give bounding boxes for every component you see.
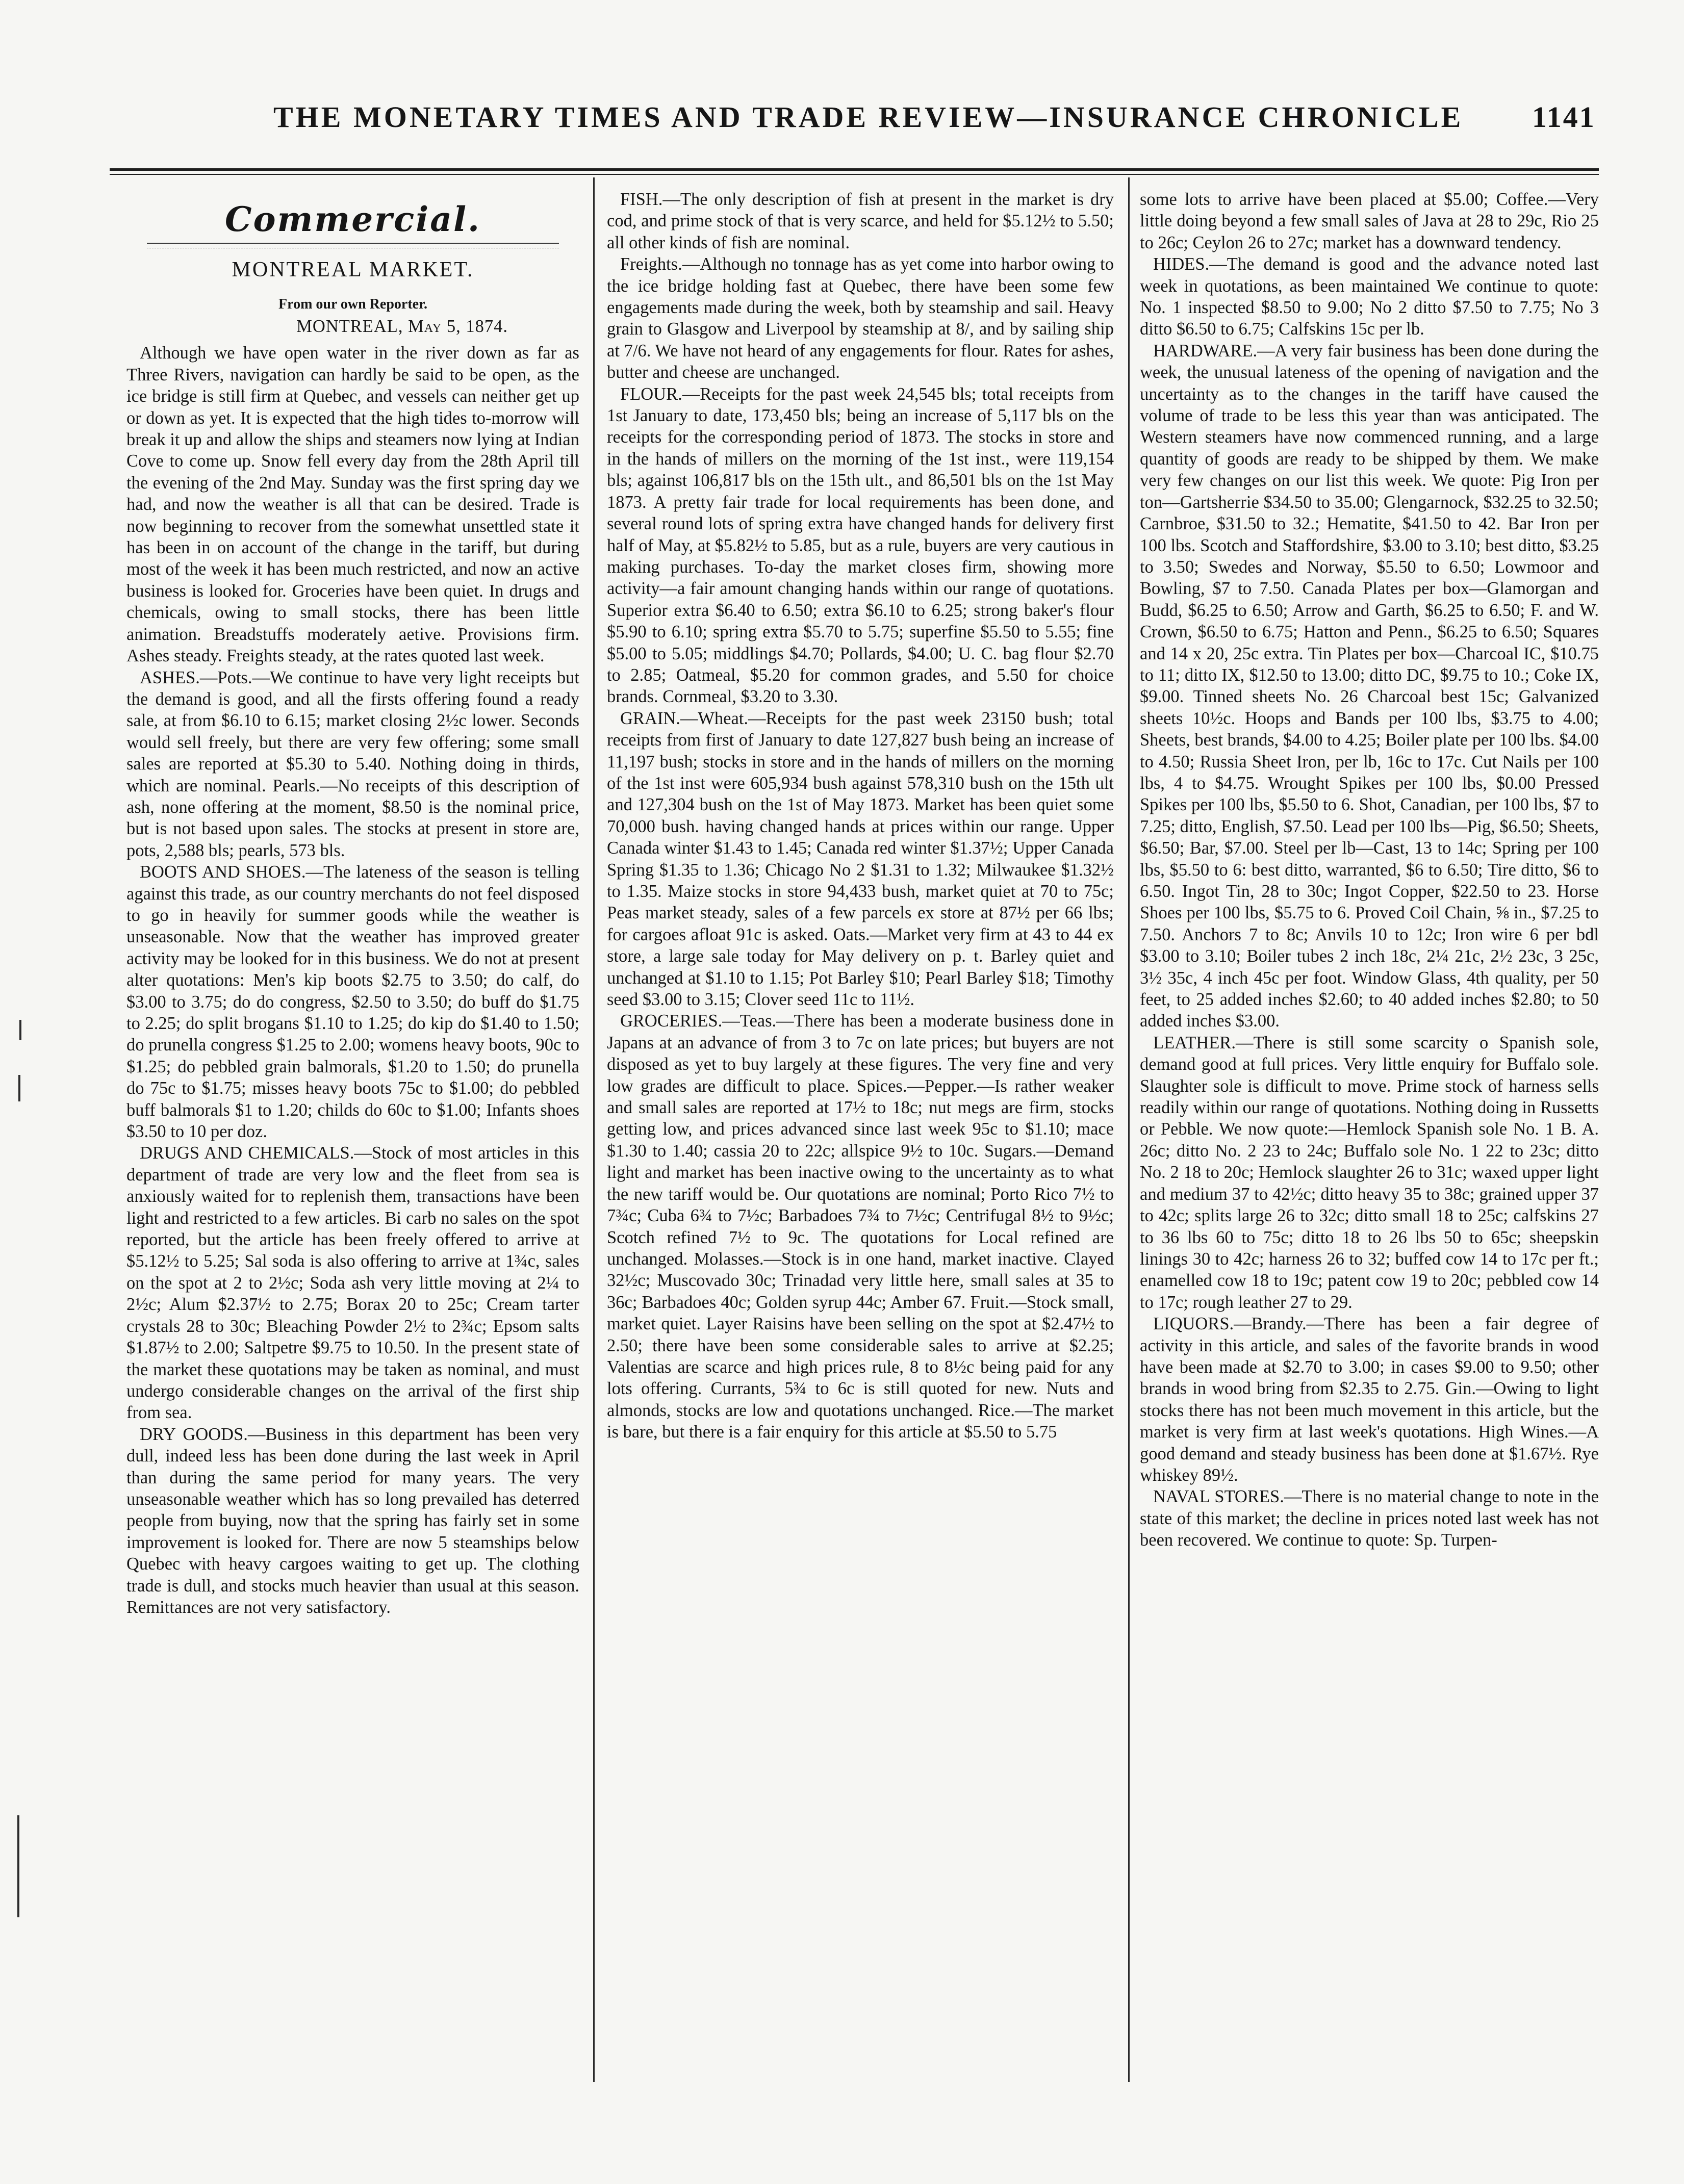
- ornamental-rule: [147, 243, 559, 248]
- header-rule-thin: [110, 174, 1599, 175]
- running-title: THE MONETARY TIMES AND TRADE REVIEW—INSURANCE CHRONICLE: [273, 100, 1464, 134]
- drugs-and-chemicals-paragraph: DRUGS AND CHEMICALS.—Stock of most articles in this department of trade are very low and the fleet from sea is anxiously waited for to replenish them, transactions have been light and restricted to a few articles. Bi carb no sales on the spot reported, but the article has been freely offered to arrive at $5.12½ to 5.25; Sal soda is also offering to arrive at 1¾c, sales on the spot at 2 to 2½c; Soda ash very little moving at 2¼ to 2½c; Alum $2.37½ to 2.75; Borax 20 to 25c; Cream tarter crystals 28 to 30c; Bleaching Powder 2½ to 2¾c; Epsom salts $1.87½ to 2.00; Saltpetre $9.75 to 10.50. In the present state of the market these quotations may be taken as nominal, and must undergo considerable changes on the arrival of the first ship from sea.: [126, 1143, 579, 1423]
- leather-paragraph: LEATHER.—There is still some scarcity o Spanish sole, demand good at full prices. Very little enquiry for Buffalo sole. Slaughter sole is difficult to move. Prime stock of harness sells readily within our range of quotations. Nothing doing in Russetts or Pebble. We now quote:—Hemlock Spanish sole No. 1 B. A. 26c; ditto No. 2 23 to 24c; Buffalo sole No. 1 22 to 23c; ditto No. 2 18 to 20c; Hemlock slaughter 26 to 31c; waxed upper light and medium 37 to 42½c; ditto heavy 35 to 38c; grained upper 37 to 42c; splits large 26 to 32c; ditto small 18 to 25c; calfskins 27 to 36 lbs 60 to 75c; ditto 18 to 26 lbs 50 to 65c; sheepskin linings 30 to 42c; harness 26 to 32; buffed cow 14 to 17c per ft.; enamelled cow 18 to 19c; patent cow 19 to 20c; pebbled cow 14 to 17c; rough leather 27 to 29.: [1140, 1033, 1599, 1312]
- grain-paragraph: GRAIN.—Wheat.—Receipts for the past week 23150 bush; total receipts from first of January to date 127,827 bush being an increase of 11,197 bush; stocks in store and in the hands of millers on the morning of the 1st inst were 605,934 bush against 578,310 bush on the 15th ult and 127,304 bush on the 1st of May 1873. Market has been quiet some 70,000 bush. having changed hands at prices within our range. Upper Canada winter $1.43 to 1.45; Canada red winter $1.37½; Upper Canada Spring $1.35 to 1.36; Chicago No 2 $1.31 to 1.32; Milwaukee $1.32½ to 1.35. Maize stocks in store 94,433 bush, market quiet at 70 to 75c; Peas market steady, sales of a few parcels ex store at 87½ per 66 lbs; for cargoes afloat 91c is asked. Oats.—Market very firm at 43 to 44 ex store, a large sale today for May delivery on p. t. Barley quiet and unchanged at $1.10 to 1.15; Pot Barley $10; Pearl Barley $18; Timothy seed $3.00 to 3.15; Clover seed 11c to 11½.: [607, 708, 1114, 1010]
- fish-paragraph: FISH.—The only description of fish at present in the market is dry cod, and prime stock of that is very scarce, and held for $5.12½ to 5.50; all other kinds of fish are nominal.: [607, 190, 1114, 252]
- column-divider-right: [1128, 177, 1130, 2082]
- dry-goods-paragraph: DRY GOODS.—Business in this department has been very dull, indeed less has been done during the last week in April than during the same period for many years. The very unseasonable weather which has so long prevailed has deterred people from buying, now that the spring has fairly set in some improvement is looked for. There are now 5 steamships below Quebec with heavy cargoes waiting to get up. The clothing trade is dull, and stocks much heavier than usual at this season. Remittances are not very satisfactory.: [126, 1424, 579, 1617]
- dateline: MONTREAL, May 5, 1874.: [296, 317, 508, 336]
- byline: From our own Reporter.: [278, 296, 427, 312]
- margin-mark: [17, 1815, 19, 1917]
- column-middle: [607, 189, 1114, 2080]
- header-rule: [110, 168, 1599, 171]
- column-right: [1140, 189, 1599, 2080]
- flour-paragraph: FLOUR.—Receipts for the past week 24,545 bls; total receipts from 1st January to date, 173,450 bls; being an increase of 5,117 bls on the receipts for the corresponding period of 1873. The stocks in store and in the hands of millers on the morning of the 1st inst., were 119,154 bls; against 106,817 bls on the 15th ult., and 86,501 bls on the 1st May 1873. A pretty fair trade for local requirements has been done, and several round lots of spring extra have changed hands for delivery first half of May, at $5.82½ to 5.85, but as a rule, buyers are very cautious in making purchases. To-day the market closes firm, showing more activity—a fair amount changing hands within our range of quotations. Superior extra $6.40 to 6.50; extra $6.10 to 6.25; strong baker's flour $5.90 to 6.10; spring extra $5.70 to 5.75; superfine $5.50 to 5.55; fine $5.00 to 5.05; middlings $4.70; Pollards, $4.00; U. C. bag flour $2.70 to 2.85; Oatmeal, $5.20 for common grades, and 5.50 for choice brands. Cornmeal, $3.20 to 3.30.: [607, 384, 1114, 707]
- liquors-paragraph: LIQUORS.—Brandy.—There has been a fair degree of activity in this article, and sales of the favorite brands in wood have been made at $2.70 to 3.00; in cases $9.00 to 9.50; other brands in wood bring from $2.35 to 2.75. Gin.—Owing to light stocks there has not been much movement in this article, but the market is very firm at last week's quotations. High Wines.—A good demand and steady business has been done at $1.67½. Rye whiskey 89½.: [1140, 1314, 1599, 1485]
- column-left: [126, 189, 579, 2080]
- coffee-continuation-paragraph: some lots to arrive have been placed at $5.00; Coffee.—Very little doing beyond a few small sales of Java at 28 to 29c, Rio 25 to 26c; Ceylon 26 to 27c; market has a downward tendency.: [1140, 190, 1599, 252]
- section-heading: Commercial.: [224, 199, 481, 239]
- column-divider-left: [593, 177, 595, 2082]
- freights-paragraph: Freights.—Although no tonnage has as yet come into harbor owing to the ice bridge holding fast at Quebec, there have been some few engagements made during the week, both by steamship and sail. Heavy grain to Glasgow and Liverpool by steamship at 8/, and by sailing ship at 7/6. We have not heard of any engagements for flour. Rates for ashes, butter and cheese are unchanged.: [607, 254, 1114, 382]
- naval-stores-paragraph: NAVAL STORES.—There is no material change to note in the state of this market; the decline in prices noted last week has not been recovered. We continue to quote: Sp. Turpen-: [1140, 1487, 1599, 1550]
- market-title: MONTREAL MARKET.: [232, 258, 474, 281]
- margin-mark: [18, 1075, 20, 1101]
- intro-paragraph: Although we have open water in the river down as far as Three Rivers, navigation can hardly be said to be open, as the ice bridge is still firm at Quebec, and vessels can neither get up or down as yet. It is expected that the high tides to-morrow will break it up and allow the ships and steamers now lying at Indian Cove to come up. Snow fell every day from the 28th April till the evening of the 2nd May. Sunday was the first spring day we had, and now the weather is all that can be desired. Trade is now beginning to recover from the somewhat unsettled state it has been in on account of the change in the tariff, but during most of the week it has been much restricted, and now an active business is looked for. Groceries have been quiet. In drugs and chemicals, owing to small stocks, there has been little animation. Breadstuffs moderately aetive. Provisions firm. Ashes steady. Freights steady, at the rates quoted last week.: [126, 343, 579, 666]
- margin-mark: [19, 1020, 21, 1040]
- groceries-paragraph: GROCERIES.—Teas.—There has been a moderate business done in Japans at an advance of from 3 to 7c on late prices; but buyers are not disposed as yet to buy largely at these figures. The very fine and very low grades are difficult to place. Spices.—Pepper.—Is rather weaker and small sales are reported at 17½ to 18c; nut megs are firm, stocks getting low, and prices advanced since last week 95c to $1.10; mace $1.30 to 1.40; cassia 20 to 22c; allspice 9½ to 10c. Sugars.—Demand light and market has been inactive owing to the uncertainty as to what the new tariff would be. Our quotations are nominal; Porto Rico 7½ to 7¾c; Cuba 6¾ to 7½c; Barbadoes 7¾ to 7½c; Centrifugal 8½ to 9½c; Scotch refined 7½ to 9c. The quotations for Local refined are unchanged. Molasses.—Stock is in one hand, market inactive. Clayed 32½c; Muscovado 30c; Trinadad very little here, small sales at 35 to 36c; Barbadoes 40c; Golden syrup 44c; Amber 67. Fruit.—Stock small, market quiet. Layer Raisins have been selling on the spot at $2.47½ to 2.50; there have been some considerable sales to arrive at $2.25; Valentias are scarce and high prices rule, 8 to 8½c being paid for any lots offering. Currants, 5¾ to 6c is still quoted for new. Nuts and almonds, stocks are low and quotations unchanged. Rice.—The market is bare, but there is a fair enquiry for this article at $5.50 to 5.75: [607, 1011, 1114, 1442]
- hardware-paragraph: HARDWARE.—A very fair business has been done during the week, the unusual lateness of the opening of navigation and the uncertainty as to the changes in the tariff have caused the volume of trade to be less this year than was anticipated. The Western steamers have now commenced running, and a large quantity of goods are ready to be shipped by them. We make very few changes on our list this week. We quote: Pig Iron per ton—Gartsherrie $34.50 to 35.00; Glengarnock, $32.25 to 32.50; Carnbroe, $31.50 to 32.; Hematite, $41.50 to 42. Bar Iron per 100 lbs. Scotch and Staffordshire, $3.00 to 3.10; best ditto, $3.25 to 3.50; Swedes and Norway, $5.50 to 6.50; Lowmoor and Bowling, $7 to 7.50. Canada Plates per box—Glamorgan and Budd, $6.25 to 6.50; Arrow and Garth, $6.25 to 6.50; F. and W. Crown, $6.50 to 6.75; Hatton and Penn., $6.25 to 6.50; Squares and 14 x 20, 25c extra. Tin Plates per box—Charcoal IC, $10.75 to 11; ditto IX, $12.50 to 13.00; ditto DC, $9.75 to 10.; Coke IX, $9.00. Tinned sheets No. 26 Charcoal best 15c; Galvanized sheets 10½c. Hoops and Bands per 100 lbs, $3.75 to 4.00; Sheets, best brands, $4.00 to 4.25; Boiler plate per 100 lbs. $4.00 to 4.50; Russia Sheet Iron, per lb, 16c to 17c. Cut Nails per 100 lbs, 4 to $4.75. Wrought Spikes per 100 lbs, $0.00 Pressed Spikes per 100 lbs, $5.50 to 6. Shot, Canadian, per 100 lbs, $7 to 7.25; ditto, English, $7.50. Lead per 100 lbs—Pig, $6.50; Sheets, $6.50; Bar, $7.00. Steel per lb—Cast, 13 to 14c; Spring per 100 lbs, $5.50 to 6: best ditto, warranted, $6 to 6.50; Tire ditto, $6 to 6.50. Ingot Tin, 28 to 30c; Ingot Copper, $22.50 to 23. Horse Shoes per 100 lbs, $5.75 to 6. Proved Coil Chain, ⅝ in., $7.25 to 7.50. Anchors 7 to 8c; Anvils 10 to 12c; Iron wire 6 per bdl $3.00 to 3.10; Boiler tubes 2 inch 18c, 2¼ 21c, 2½ 23c, 3 25c, 3½ 35c, 4 inch 45c per foot. Window Glass, 4th quality, per 50 feet, to 25 added inches $2.60; to 40 added inches $2.80; to 50 added inches $3.00.: [1140, 341, 1599, 1031]
- boots-and-shoes-paragraph: BOOTS AND SHOES.—The lateness of the season is telling against this trade, as our country merchants do not feel disposed to go in heavily for summer goods while the weather is unseasonable. Now that the weather has improved greater activity may be looked for in this business. We do not at present alter quotations: Men's kip boots $2.75 to 3.50; do calf, do $3.00 to 3.75; do do congress, $2.50 to 3.50; do buff do $1.75 to 2.25; do split brogans $1.10 to 1.25; do kip do $1.40 to 1.50; do prunella congress $1.25 to 2.00; womens heavy boots, 90c to $1.25; do pebbled grain balmorals, $1.20 to 1.50; do prunella do 75c to $1.75; misses heavy boots 75c to $1.00; do pebbled buff balmorals $1 to 1.20; childs do 60c to $1.00; Infants shoes $3.50 to 10 per doz.: [126, 862, 579, 1142]
- hides-paragraph: HIDES.—The demand is good and the advance noted last week in quotations, as been maintained We continue to quote: No. 1 inspected $8.50 to 9.00; No 2 ditto $7.50 to 7.75; No 3 ditto $6.50 to 6.75; Calfskins 15c per lb.: [1140, 254, 1599, 339]
- page-number: 1141: [1532, 100, 1596, 134]
- ashes-paragraph: ASHES.—Pots.—We continue to have very light receipts but the demand is good, and all the firsts offering found a ready sale, at from $6.10 to 6.15; market closing 2½c lower. Seconds would sell freely, but there are very few offering; some small sales are reported at $5.30 to 5.40. Nothing doing in thirds, which are nominal. Pearls.—No receipts of this description of ash, none offering at the moment, $8.50 is the nominal price, but is not based upon sales. The stocks at present in store are, pots, 2,588 bls; pearls, 573 bls.: [126, 667, 579, 860]
